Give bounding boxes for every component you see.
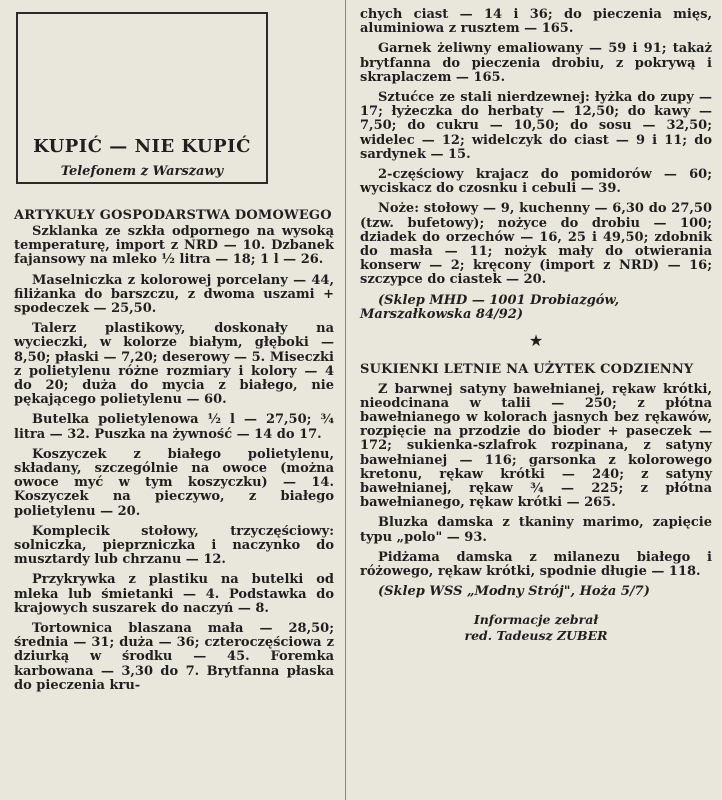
section-title-household: ARTYKUŁY GOSPODARSTWA DOMOWEGO <box>14 208 332 223</box>
article-paragraph: Z barwnej satyny bawełnianej, rękaw krótki, nieodcinana w talii — 250; z płótna bawełnianego w kolorach jasnych bez rękawów, rozpięcie na przodzie do bioder + paseczek — 172; sukienka-szlafrok rozpinana, z satyny bawełnianej — 116; garsonka z kolorowego kretonu, rękaw krótki — 240; z satyny bawełnianej, rękaw ¾ — 225; z płótna bawełnianego, rękaw krótki — 265. <box>360 381 712 511</box>
article-paragraph: Szklanka ze szkła odpornego na wysoką temperaturę, import z NRD — 10. Dzbanek fajansowy na mleko ½ litra — 18; 1 l — 26. <box>14 224 334 268</box>
article-paragraph: 2-częściowy krajacz do pomidorów — 60; wyciskacz do czosnku i cebuli — 39. <box>360 167 712 197</box>
article-paragraph: Pidżama damska z milanezu białego i różowego, rękaw krótki, spodnie długie — 118. <box>360 549 712 580</box>
article-paragraph: Noże: stołowy — 9, kuchenny — 6,30 do 27,50 (tzw. bufetowy); nożyce do drobiu — 100; dziadek do orzechów — 16, 25 i 49,50; zdobnik do masła — 11; nożyk mały do otwierania konserw — 2; kręcony (import z NRD) — 16; szczypce do ciastek — 20. <box>360 201 712 288</box>
credits-line-1: Informacje zebrał <box>473 611 599 627</box>
column-divider <box>345 0 346 800</box>
source-note-mhd: (Sklep MHD — 1001 Drobiazgów, Marszałkowska 84/92) <box>360 292 620 323</box>
headline-box <box>16 12 268 184</box>
left-column <box>14 208 334 699</box>
article-paragraph: Bluzka damska z tkaniny marimo, zapięcie typu „polo" — 93. <box>360 515 712 545</box>
article-paragraph-continuation: chych ciast — 14 i 36; do pieczenia mięs, aluminiowa z rusztem — 165. <box>360 7 712 37</box>
source-note-wss: (Sklep WSS „Modny Strój", Hoża 5/7) <box>378 584 650 600</box>
credits <box>360 612 712 644</box>
article-paragraph: Przykrywka z plastiku na butelki od mleka lub śmietanki — 4. Podstawka do krajowych suszarek do naczyń — 8. <box>14 572 334 616</box>
star-separator: ★ <box>528 330 544 350</box>
article-paragraph: Garnek żeliwny emaliowany — 59 i 91; takaż brytfanna do pieczenia drobiu, z pokrywą i skraplaczem — 165. <box>360 41 712 85</box>
article-paragraph: Sztućce ze stali nierdzewnej: łyżka do zupy — 17; łyżeczka do herbaty — 12,50; do kawy — 7,50; do cukru — 10,50; do sosu — 32,50; widelec — 12; widelczyk do ciast — 9 i 11; do sardynek — 15. <box>360 90 712 162</box>
article-paragraph: Maselniczka z kolorowej porcelany — 44, filiżanka do barszczu, z dwoma uszami + spodeczek — 25,50. <box>14 272 334 317</box>
headline-subtitle: Telefonem z Warszawy <box>60 164 224 179</box>
article-paragraph: Talerz plastikowy, doskonały na wycieczki, w kolorze białym, głęboki — 8,50; płaski — 7,20; deserowy — 5. Miseczki z polietylenu różne rozmiary i kolory — 4 do 20; duża do mycia z białego, nie pękającego polietylenu — 60. <box>14 321 334 408</box>
credits-line-2: red. Tadeusz ZUBER <box>464 627 608 643</box>
right-column <box>360 8 712 644</box>
article-paragraph: Komplecik stołowy, trzyczęściowy: solniczka, pieprzniczka i naczynko do musztardy lub chrzanu — 12. <box>14 523 334 568</box>
section-title-dresses: SUKIENKI LETNIE NA UŻYTEK CODZIENNY <box>360 361 694 377</box>
article-paragraph: Butelka polietylenowa ½ l — 27,50; ¾ litra — 32. Puszka na żywność — 14 do 17. <box>14 412 334 442</box>
article-paragraph: Koszyczek z białego polietylenu, składany, szczególnie na owoce (można owoce myć w tym koszyczku) — 14. Koszyczek na pieczywo, z białego polietylenu — 20. <box>14 446 334 519</box>
article-paragraph: Tortownica blaszana mała — 28,50; średnia — 31; duża — 36; czteroczęściowa z dziurką w środku — 45. Foremka karbowana — 3,30 do 7. Brytfanna płaska do pieczenia kru- <box>14 621 334 693</box>
headline-title: KUPIĆ — NIE KUPIĆ <box>33 136 251 157</box>
